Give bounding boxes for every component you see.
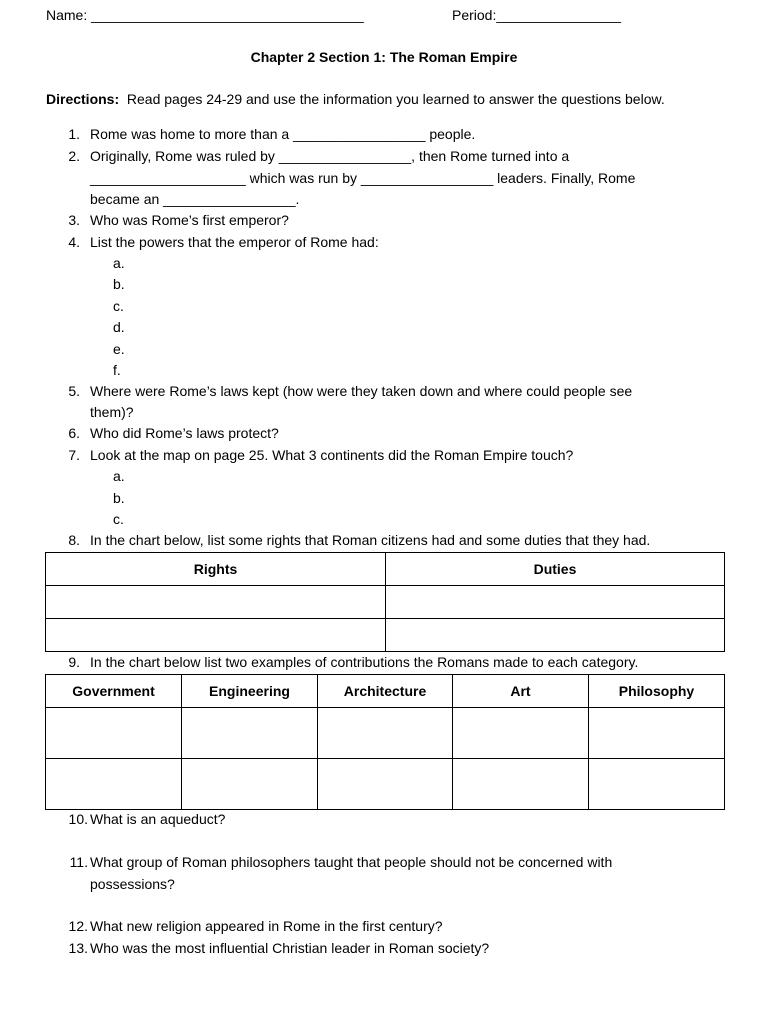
directions-label: Directions: bbox=[46, 91, 120, 107]
question-number: 2. bbox=[68, 148, 80, 164]
answer-letter: e. bbox=[113, 341, 125, 357]
architecture-header: Architecture bbox=[318, 675, 453, 708]
contributions-table bbox=[45, 674, 725, 810]
answer-letter: b. bbox=[113, 276, 125, 292]
answer-cell[interactable] bbox=[182, 759, 318, 810]
directions bbox=[46, 91, 665, 108]
answer-cell[interactable] bbox=[46, 619, 386, 652]
question-number: 3. bbox=[68, 212, 80, 228]
question-number: 13. bbox=[68, 940, 88, 956]
question-2-line1: Originally, Rome was ruled by _________________, then Rome turned into a bbox=[90, 148, 570, 164]
question-6-text: Who did Rome’s laws protect? bbox=[90, 425, 279, 441]
question-4-text: List the powers that the emperor of Rome had: bbox=[90, 234, 379, 250]
answer-cell[interactable] bbox=[453, 759, 589, 810]
answer-cell[interactable] bbox=[453, 708, 589, 759]
question-number: 9. bbox=[68, 654, 80, 670]
question-number: 5. bbox=[68, 383, 80, 399]
government-header: Government bbox=[46, 675, 182, 708]
question-number: 11. bbox=[69, 854, 88, 870]
answer-letter: c. bbox=[113, 511, 124, 527]
question-13-text: Who was the most influential Christian leader in Roman society? bbox=[90, 940, 490, 956]
rights-header: Rights bbox=[46, 553, 386, 586]
answer-cell[interactable] bbox=[46, 708, 182, 759]
period-field: Period:________________ bbox=[452, 7, 621, 23]
directions-text: Read pages 24-29 and use the information you learned to answer the questions below. bbox=[126, 91, 665, 107]
answer-cell[interactable] bbox=[386, 586, 725, 619]
duties-header: Duties bbox=[386, 553, 725, 586]
philosophy-header: Philosophy bbox=[589, 675, 725, 708]
question-number: 10. bbox=[68, 811, 88, 827]
question-number: 1. bbox=[68, 126, 80, 142]
answer-letter: a. bbox=[113, 468, 125, 484]
question-7-text: Look at the map on page 25. What 3 continents did the Roman Empire touch? bbox=[90, 447, 574, 463]
question-number: 7. bbox=[68, 447, 80, 463]
question-11-line1: What group of Roman philosophers taught that people should not be concerned with bbox=[90, 854, 613, 870]
answer-cell[interactable] bbox=[589, 759, 725, 810]
question-2-line2: ____________________ which was run by _________________ leaders. Finally, Rome bbox=[90, 170, 636, 186]
rights-duties-table bbox=[45, 552, 725, 652]
answer-letter: b. bbox=[113, 490, 125, 506]
page-title: Chapter 2 Section 1: The Roman Empire bbox=[250, 49, 518, 65]
question-3-text: Who was Rome’s first emperor? bbox=[90, 212, 289, 228]
answer-cell[interactable] bbox=[182, 708, 318, 759]
question-number: 4. bbox=[68, 234, 80, 250]
question-5-line1: Where were Rome’s laws kept (how were they taken down and where could people see bbox=[90, 383, 633, 399]
question-number: 12. bbox=[68, 918, 88, 934]
question-12-text: What new religion appeared in Rome in the first century? bbox=[90, 918, 443, 934]
answer-cell[interactable] bbox=[386, 619, 725, 652]
answer-cell[interactable] bbox=[318, 708, 453, 759]
engineering-header: Engineering bbox=[182, 675, 318, 708]
question-8-text: In the chart below, list some rights that Roman citizens had and some duties that they had. bbox=[90, 532, 651, 548]
question-10-text: What is an aqueduct? bbox=[90, 811, 226, 827]
question-5-line2: them)? bbox=[90, 404, 134, 420]
question-number: 6. bbox=[68, 425, 80, 441]
answer-letter: f. bbox=[113, 362, 121, 378]
question-1-text: Rome was home to more than a _________________ people. bbox=[90, 126, 476, 142]
answer-letter: d. bbox=[113, 319, 125, 335]
answer-cell[interactable] bbox=[46, 586, 386, 619]
art-header: Art bbox=[453, 675, 589, 708]
answer-cell[interactable] bbox=[589, 708, 725, 759]
question-11-line2: possessions? bbox=[90, 876, 175, 892]
answer-cell[interactable] bbox=[46, 759, 182, 810]
name-field: Name: ___________________________________ bbox=[46, 7, 364, 23]
answer-letter: a. bbox=[113, 255, 125, 271]
answer-cell[interactable] bbox=[318, 759, 453, 810]
question-2-line3: became an _________________. bbox=[90, 191, 300, 207]
question-9-text: In the chart below list two examples of contributions the Romans made to each category. bbox=[90, 654, 639, 670]
answer-letter: c. bbox=[113, 298, 124, 314]
question-number: 8. bbox=[68, 532, 80, 548]
